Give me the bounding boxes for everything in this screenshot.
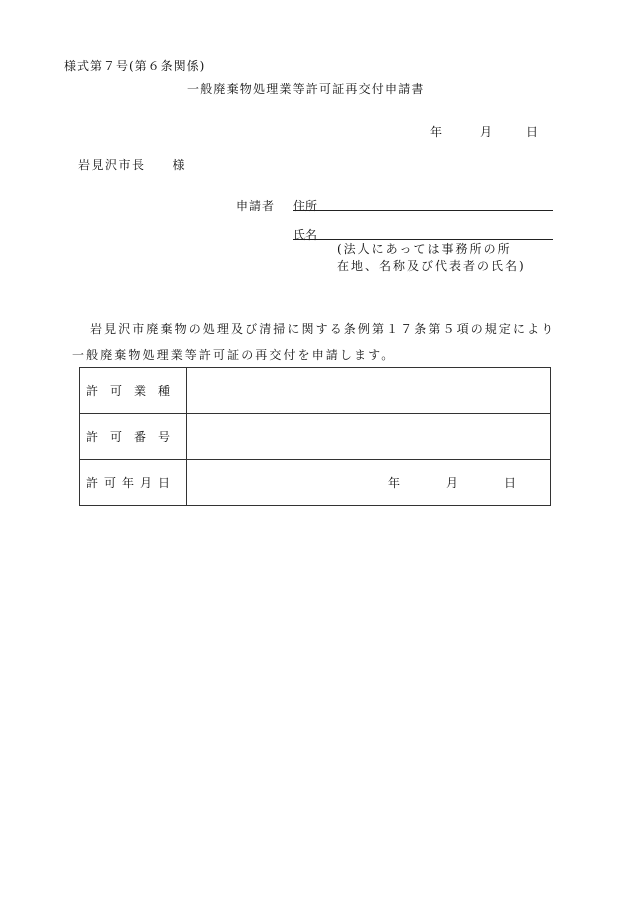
permit-date-month: 月 — [446, 476, 459, 490]
applicant-note-line2: 在地、名称及び代表者の氏名) — [337, 259, 526, 273]
form-number: 様式第７号(第６条関係) — [64, 59, 206, 73]
date-day: 日 — [526, 125, 539, 139]
body-line2: 一般廃棄物処理業等許可証の再交付を申請します。 — [72, 348, 396, 362]
permit-type-label — [80, 368, 187, 414]
permit-info-table — [79, 367, 551, 506]
applicant-note — [337, 241, 526, 275]
permit-number-label — [80, 414, 187, 460]
permit-number-field[interactable] — [187, 414, 551, 460]
label-char: 日 — [157, 476, 170, 490]
name-field[interactable] — [293, 239, 553, 240]
permit-date-field[interactable] — [187, 460, 551, 506]
label-char: 種 — [157, 384, 170, 398]
permit-date-label — [80, 460, 187, 506]
permit-date-day: 日 — [504, 476, 517, 490]
body-line1: 岩見沢市廃棄物の処理及び清掃に関する条例第１７条第５項の規定により — [90, 322, 556, 336]
table-row — [80, 460, 551, 506]
label-char: 号 — [157, 430, 170, 444]
label-char: 許 — [86, 430, 99, 444]
addressee: 岩見沢市長 様 — [78, 158, 187, 172]
label-char: 許 — [86, 476, 99, 490]
label-char: 年 — [121, 476, 134, 490]
label-char: 許 — [86, 384, 99, 398]
table-row — [80, 414, 551, 460]
name-label: 氏名 — [293, 228, 318, 242]
label-char: 月 — [139, 476, 152, 490]
date-month: 月 — [480, 125, 493, 139]
date-year: 年 — [430, 125, 443, 139]
permit-type-field[interactable] — [187, 368, 551, 414]
label-char: 可 — [109, 430, 122, 444]
label-char: 可 — [103, 476, 116, 490]
address-field[interactable] — [293, 210, 553, 211]
label-char: 業 — [133, 384, 146, 398]
applicant-note-line1: (法人にあっては事務所の所 — [337, 242, 512, 256]
address-label: 住所 — [293, 199, 318, 213]
table-row — [80, 368, 551, 414]
applicant-label: 申請者 — [236, 199, 276, 213]
body-text — [72, 316, 555, 368]
permit-date-year: 年 — [388, 476, 401, 490]
document-title: 一般廃棄物処理業等許可証再交付申請書 — [187, 82, 425, 96]
label-char: 番 — [133, 430, 146, 444]
label-char: 可 — [109, 384, 122, 398]
